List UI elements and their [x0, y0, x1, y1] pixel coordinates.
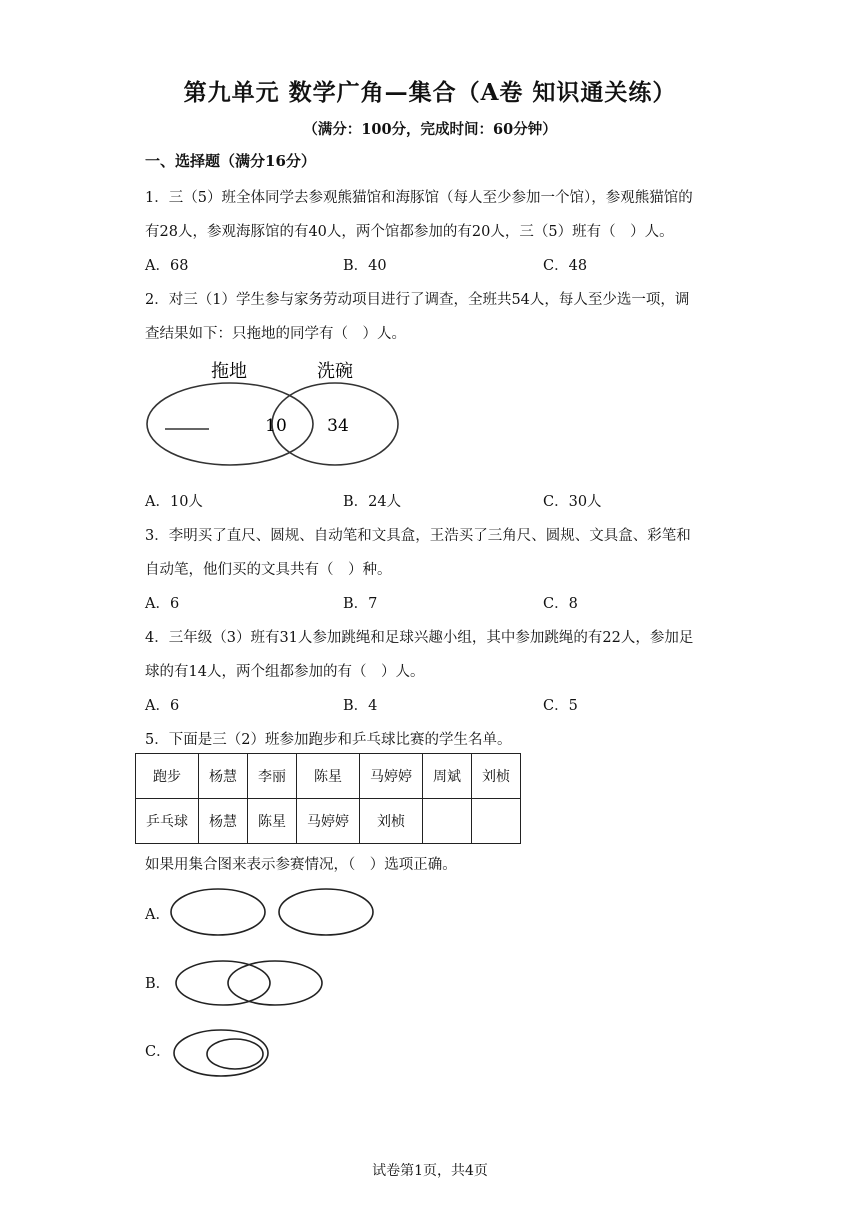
- table-row: [136, 754, 521, 799]
- q2-option-c[interactable]: C．30人: [543, 494, 602, 510]
- q1-text-line1: 1．三（5）班全体同学去参观熊猫馆和海豚馆（每人至少参加一个馆），参观熊猫馆的: [145, 190, 693, 206]
- q4-option-a[interactable]: A．6: [145, 698, 180, 714]
- q1-option-a[interactable]: A．68: [145, 258, 189, 274]
- table-cell: 杨慧: [199, 799, 248, 844]
- q3-text-line1: 3．李明买了直尺、圆规、自动笔和文具盒，王浩买了三角尺、圆规、文具盒、彩笔和: [145, 528, 691, 544]
- page-subtitle: （满分：100分，完成时间：60分钟）: [303, 121, 557, 138]
- table-cell: 杨慧: [199, 754, 248, 799]
- table-cell: 马婷婷: [360, 754, 423, 799]
- q1-text-line2: 有28人，参观海豚馆的有40人，两个馆都参加的有20人，三（5）班有（ ）人。: [145, 224, 674, 240]
- page-footer: 试卷第1页，共4页: [372, 1163, 488, 1179]
- q4-option-c[interactable]: C．5: [543, 698, 578, 714]
- table-cell: [423, 799, 472, 844]
- q3-option-a[interactable]: A．6: [145, 596, 180, 612]
- q2-text-line2: 查结果如下：只拖地的同学有（ ）人。: [145, 326, 406, 342]
- venn-right-only-value: 34: [327, 416, 349, 436]
- q4-text-line1: 4．三年级（3）班有31人参加跳绳和足球兴趣小组，其中参加跳绳的有22人，参加足: [145, 630, 694, 646]
- table-cell: [472, 799, 521, 844]
- page-title: 第九单元 数学广角—集合（A卷 知识通关练）: [183, 79, 677, 106]
- ellipse-shape: [207, 1039, 263, 1069]
- q5-name-table: [135, 753, 521, 844]
- q3-text-line2: 自动笔，他们买的文具共有（ ）种。: [145, 562, 392, 578]
- venn-circle-left: [147, 383, 313, 465]
- table-row: [136, 799, 521, 844]
- q5-option-c-diagram: [168, 1026, 278, 1082]
- q1-option-c[interactable]: C．48: [543, 258, 588, 274]
- q3-option-c[interactable]: C．8: [543, 596, 578, 612]
- table-cell: 李丽: [248, 754, 297, 799]
- table-cell: 刘桢: [472, 754, 521, 799]
- ellipse-shape: [171, 889, 265, 935]
- venn-both-value: 10: [265, 416, 287, 436]
- table-cell: 乒乓球: [136, 799, 199, 844]
- q2-option-b[interactable]: B．24人: [343, 494, 402, 510]
- ellipse-shape: [174, 1030, 268, 1076]
- table-cell: 陈星: [248, 799, 297, 844]
- q5-option-b[interactable]: B．: [145, 976, 171, 992]
- q2-option-a[interactable]: A．10人: [145, 494, 203, 510]
- q5-option-c[interactable]: C．: [145, 1044, 171, 1060]
- table-cell: 刘桢: [360, 799, 423, 844]
- table-cell: 马婷婷: [297, 799, 360, 844]
- section-heading: 一、选择题（满分16分）: [145, 152, 316, 170]
- q4-option-b[interactable]: B．4: [343, 698, 378, 714]
- q5-text-line1: 5．下面是三（2）班参加跑步和乒乓球比赛的学生名单。: [145, 732, 512, 748]
- ellipse-shape: [228, 961, 322, 1005]
- table-cell: 周斌: [423, 754, 472, 799]
- q4-text-line2: 球的有14人，两个组都参加的有（ ）人。: [145, 664, 425, 680]
- ellipse-shape: [176, 961, 270, 1005]
- table-cell: 陈星: [297, 754, 360, 799]
- q5-text-line2: 如果用集合图来表示参赛情况，（ ）选项正确。: [145, 857, 457, 873]
- table-cell: 跑步: [136, 754, 199, 799]
- q2-venn-diagram: [140, 352, 410, 477]
- q2-text-line1: 2．对三（1）学生参与家务劳动项目进行了调查，全班共54人，每人至少选一项，调: [145, 292, 690, 308]
- ellipse-shape: [279, 889, 373, 935]
- q1-option-b[interactable]: B．40: [343, 258, 387, 274]
- venn-label-left: 拖地: [211, 361, 247, 382]
- q5-option-b-diagram: [170, 955, 330, 1011]
- venn-label-right: 洗碗: [317, 361, 353, 382]
- q5-option-a-diagram: [165, 884, 380, 940]
- q3-option-b[interactable]: B．7: [343, 596, 378, 612]
- q5-option-a[interactable]: A．: [145, 907, 170, 923]
